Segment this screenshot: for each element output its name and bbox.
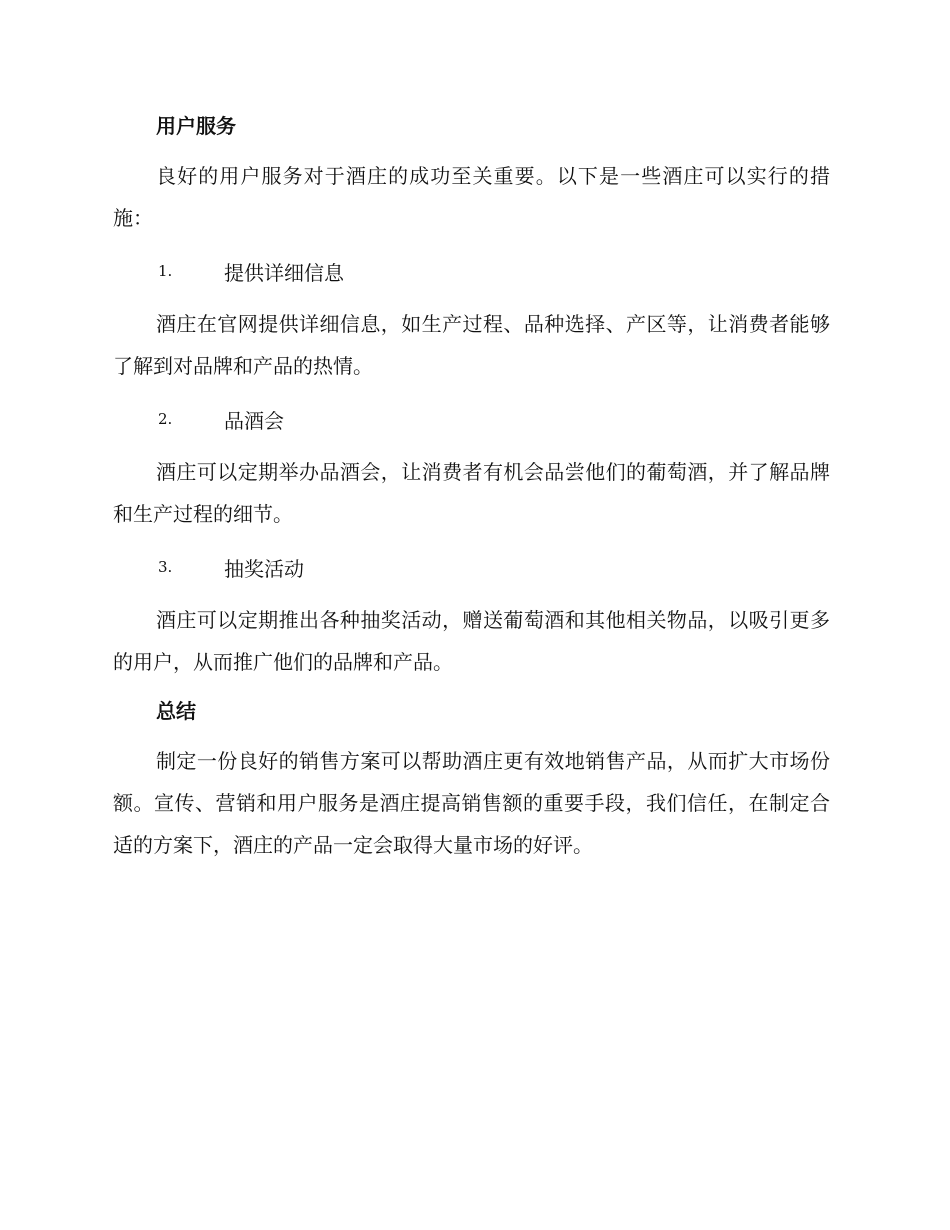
list-item-title: 提供详细信息 [224,260,344,285]
list-item-title: 抽奖活动 [224,556,304,581]
section-heading-user-service: 用户服务 [156,114,236,138]
list-number: 1. [158,262,173,280]
list-item-2 [113,397,830,441]
list-number: 3. [158,558,173,576]
list-item-description: 酒庄可以定期推出各种抽奖活动，赠送葡萄酒和其他相关物品，以吸引更多的用户，从而推广他们的品牌和产品。 [113,608,830,674]
summary-text: 制定一份良好的销售方案可以帮助酒庄更有效地销售产品，从而扩大市场份额。宣传、营销和用户服务是酒庄提高销售额的重要手段，我们信任，在制定合适的方案下，酒庄的产品一定会取得大量市场的好评。 [113,749,830,857]
list-item-description: 酒庄在官网提供详细信息，如生产过程、品种选择、产区等，让消费者能够了解到对品牌和产品的热情。 [113,312,830,378]
list-item-description: 酒庄可以定期举办品酒会，让消费者有机会品尝他们的葡萄酒，并了解品牌和生产过程的细节。 [113,460,830,526]
list-item-3 [113,545,830,589]
user-service-intro: 良好的用户服务对于酒庄的成功至关重要。以下是一些酒庄可以实行的措施： [113,164,830,230]
section-heading-summary: 总结 [156,699,196,723]
list-number: 2. [158,410,173,428]
list-item-1 [113,249,830,293]
document-body [113,108,830,866]
list-item-title: 品酒会 [224,408,284,433]
